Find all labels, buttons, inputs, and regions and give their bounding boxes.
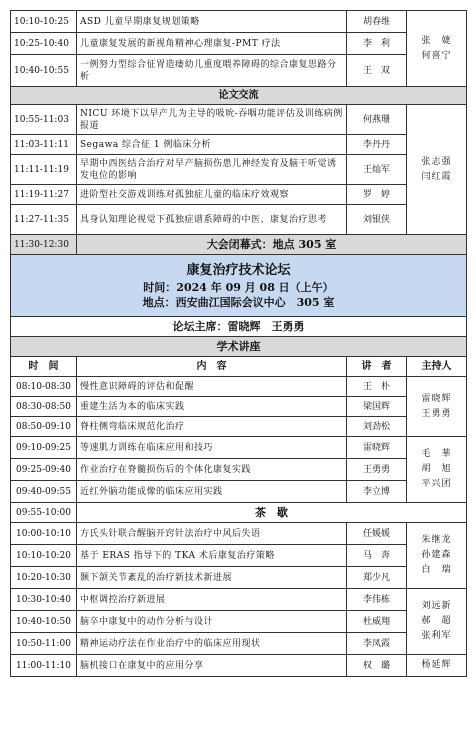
table-row xyxy=(11,205,467,235)
time-cell: 09:55-10:00 xyxy=(11,503,77,523)
topic-cell: 颞下颌关节紊乱的治疗新技术新进展 xyxy=(77,567,347,589)
speaker-cell: 李丹丹 xyxy=(347,135,407,155)
tea-break-label: 茶 歇 xyxy=(77,503,467,523)
host-name: 张利军 xyxy=(421,631,452,641)
time-cell: 11:00-11:10 xyxy=(11,655,77,677)
column-header-row xyxy=(11,357,467,377)
column-header-content: 内 容 xyxy=(77,357,347,377)
speaker-cell: 王灿军 xyxy=(347,155,407,185)
section-row xyxy=(11,337,467,357)
speaker-cell: 刘劲松 xyxy=(347,417,407,437)
time-cell: 10:00-10:10 xyxy=(11,523,77,545)
speaker-cell: 王 双 xyxy=(347,55,407,87)
table-row xyxy=(11,135,467,155)
topic-cell: 方氏头针联合醒脑开窍针法治疗中风后失语 xyxy=(77,523,347,545)
table-row xyxy=(11,11,467,33)
section-title: 学术讲座 xyxy=(11,337,467,357)
host-name: 王勇勇 xyxy=(421,408,452,419)
schedule-table xyxy=(10,10,467,677)
time-cell: 11:27-11:35 xyxy=(11,205,77,235)
table-row xyxy=(11,185,467,205)
time-cell: 11:19-11:27 xyxy=(11,185,77,205)
tea-break-row xyxy=(11,503,467,523)
host-name: 孙建森 xyxy=(421,550,452,560)
time-cell: 11:11-11:19 xyxy=(11,155,77,185)
topic-cell: 脑卒中康复中的动作分析与设计 xyxy=(77,611,347,633)
table-row xyxy=(11,417,467,437)
speaker-cell: 梁国辉 xyxy=(347,397,407,417)
host-name: 刘远新 xyxy=(421,601,452,611)
speaker-cell: 罗 婷 xyxy=(347,185,407,205)
host-name: 张志强 xyxy=(421,156,452,167)
time-cell: 08:50-09:10 xyxy=(11,417,77,437)
closing-label: 大会闭幕式：地点 305 室 xyxy=(77,235,467,255)
table-row xyxy=(11,545,467,567)
speaker-cell: 雷晓辉 xyxy=(347,437,407,459)
closing-row xyxy=(11,235,467,255)
topic-cell: ASD 儿童早期康复规划策略 xyxy=(77,11,347,33)
forum-chairs: 论坛主席：雷晓辉 王勇勇 xyxy=(11,317,467,337)
time-cell: 10:55-11:03 xyxy=(11,105,77,135)
table-row xyxy=(11,567,467,589)
table-row xyxy=(11,155,467,185)
time-cell: 09:25-09:40 xyxy=(11,459,77,481)
forum-header-row xyxy=(11,255,467,317)
column-header-speaker: 讲 者 xyxy=(347,357,407,377)
table-row xyxy=(11,523,467,545)
table-row xyxy=(11,105,467,135)
host-cell xyxy=(407,523,467,589)
topic-cell: 一例努力型综合征胃造瘘幼儿重度喂养障碍的综合康复思路分析 xyxy=(77,55,347,87)
forum-date: 时间：2024 年 09 月 08 日（上午） xyxy=(143,280,334,294)
speaker-cell: 权 璐 xyxy=(347,655,407,677)
speaker-cell: 任媛媛 xyxy=(347,523,407,545)
host-cell xyxy=(407,105,467,235)
speaker-cell: 王勇勇 xyxy=(347,459,407,481)
host-name: 闫红霞 xyxy=(421,171,452,182)
host-name: 朱继龙 xyxy=(421,535,452,545)
speaker-cell: 郑少凡 xyxy=(347,567,407,589)
table-row xyxy=(11,611,467,633)
time-cell: 09:40-09:55 xyxy=(11,481,77,503)
host-name: 雷晓辉 xyxy=(421,393,452,404)
topic-cell: 近红外脑功能成像的临床应用实践 xyxy=(77,481,347,503)
speaker-cell: 李凤霞 xyxy=(347,633,407,655)
time-cell: 10:10-10:20 xyxy=(11,545,77,567)
time-cell: 10:40-10:50 xyxy=(11,611,77,633)
host-name: 郝 超 xyxy=(421,616,452,626)
topic-cell: 作业治疗在脊髓损伤后的个体化康复实践 xyxy=(77,459,347,481)
schedule-page xyxy=(10,10,466,677)
table-row xyxy=(11,633,467,655)
speaker-cell: 胡春维 xyxy=(347,11,407,33)
host-name: 白 瑞 xyxy=(421,565,452,575)
time-cell: 08:10-08:30 xyxy=(11,377,77,397)
topic-cell: 进阶型社交游戏训练对孤独症儿童的临床疗效观察 xyxy=(77,185,347,205)
forum-place: 地点：西安曲江国际会议中心 305 室 xyxy=(142,295,335,309)
time-cell: 11:30-12:30 xyxy=(11,235,77,255)
table-row xyxy=(11,655,467,677)
speaker-cell: 李立博 xyxy=(347,481,407,503)
table-row xyxy=(11,55,467,87)
host-name: 张 婕 xyxy=(421,35,452,46)
topic-cell: 等速肌力训练在临床应用和技巧 xyxy=(77,437,347,459)
speaker-cell: 李 利 xyxy=(347,33,407,55)
speaker-cell: 杜威翔 xyxy=(347,611,407,633)
topic-cell: 慢性意识障碍的评估和促醒 xyxy=(77,377,347,397)
table-row xyxy=(11,589,467,611)
section-title: 论文交流 xyxy=(11,87,467,105)
host-cell xyxy=(407,11,467,87)
speaker-cell: 李伟栋 xyxy=(347,589,407,611)
table-row xyxy=(11,33,467,55)
host-cell xyxy=(407,589,467,655)
column-header-host: 主持人 xyxy=(407,357,467,377)
topic-cell: 儿童康复发展的新视角精神心理康复-PMT 疗法 xyxy=(77,33,347,55)
speaker-cell: 刘银侠 xyxy=(347,205,407,235)
speaker-cell: 何燕珊 xyxy=(347,105,407,135)
column-header-time: 时 间 xyxy=(11,357,77,377)
host-cell xyxy=(407,377,467,437)
topic-cell: NICU 环境下以早产儿为主导的吸吮-吞咽功能评估及训练病例报道 xyxy=(77,105,347,135)
time-cell: 10:50-11:00 xyxy=(11,633,77,655)
host-name: 胡 旭 xyxy=(421,464,452,474)
table-row xyxy=(11,397,467,417)
time-cell: 10:10-10:25 xyxy=(11,11,77,33)
host-name: 杨延辉 xyxy=(421,660,452,670)
time-cell: 10:30-10:40 xyxy=(11,589,77,611)
topic-cell: 基于 ERAS 指导下的 TKA 术后康复治疗策略 xyxy=(77,545,347,567)
schedule-body xyxy=(11,11,467,677)
table-row xyxy=(11,459,467,481)
host-cell xyxy=(407,437,467,503)
time-cell: 10:20-10:30 xyxy=(11,567,77,589)
topic-cell: 中枢调控治疗新进展 xyxy=(77,589,347,611)
forum-header xyxy=(11,255,467,317)
speaker-cell: 马 奔 xyxy=(347,545,407,567)
section-row xyxy=(11,87,467,105)
speaker-cell: 王 朴 xyxy=(347,377,407,397)
table-row xyxy=(11,377,467,397)
topic-cell: 脊柱侧弯临床规范化治疗 xyxy=(77,417,347,437)
topic-cell: 具身认知理论视觉下孤独症谱系障碍的中医、康复治疗思考 xyxy=(77,205,347,235)
topic-cell: 早期中西医结合治疗对早产脑损伤患儿神经发育及脑干听觉诱发电位的影响 xyxy=(77,155,347,185)
host-name: 何喜宁 xyxy=(421,50,452,61)
table-row xyxy=(11,481,467,503)
topic-cell: 精神运动疗法在作业治疗中的临床应用现状 xyxy=(77,633,347,655)
host-name: 毛 華 xyxy=(421,449,452,459)
host-name: 平兴团 xyxy=(421,479,452,489)
time-cell: 10:40-10:55 xyxy=(11,55,77,87)
table-row xyxy=(11,437,467,459)
time-cell: 10:25-10:40 xyxy=(11,33,77,55)
chairs-row xyxy=(11,317,467,337)
time-cell: 11:03-11:11 xyxy=(11,135,77,155)
topic-cell: Segawa 综合征 1 例临床分析 xyxy=(77,135,347,155)
time-cell: 08:30-08:50 xyxy=(11,397,77,417)
topic-cell: 重建生活为本的临床实践 xyxy=(77,397,347,417)
topic-cell: 脑机接口在康复中的应用分享 xyxy=(77,655,347,677)
time-cell: 09:10-09:25 xyxy=(11,437,77,459)
host-cell xyxy=(407,655,467,677)
forum-title: 康复治疗技术论坛 xyxy=(186,262,291,278)
